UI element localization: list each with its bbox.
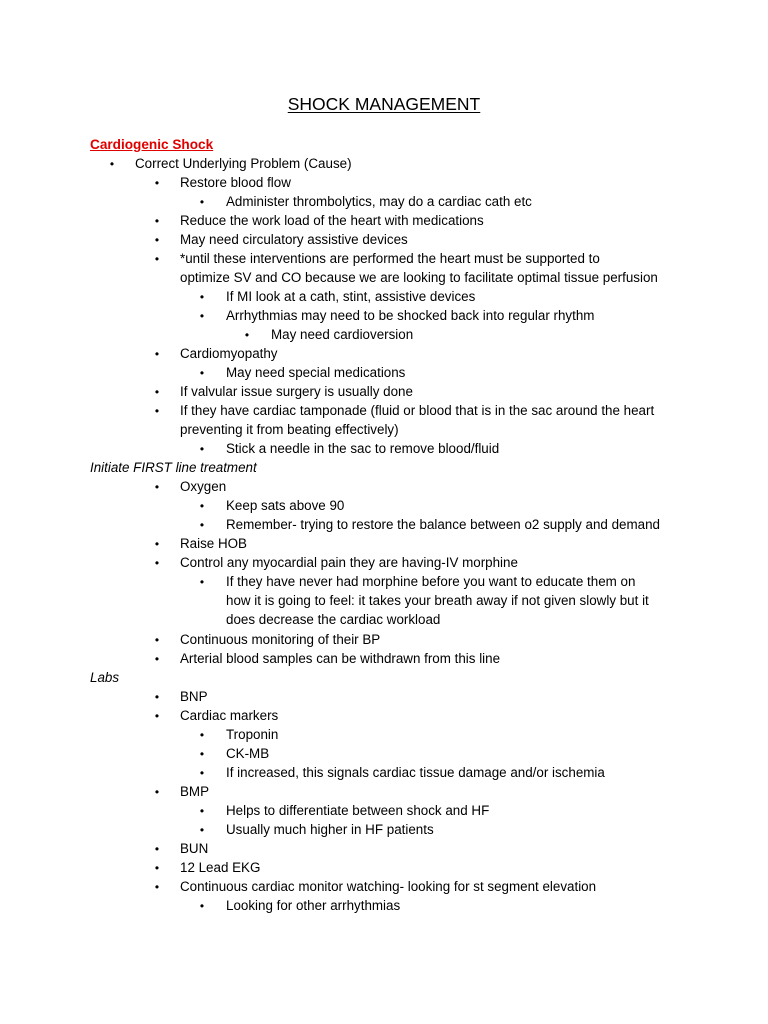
outline-item-text: BMP [180, 783, 210, 799]
outline-item-text: Restore blood flow [180, 175, 291, 191]
outline-item-text: preventing it from beating effectively) [180, 422, 399, 438]
bullet-marker: • [154, 385, 160, 400]
outline-item-text: Reduce the work load of the heart with medications [180, 213, 484, 229]
outline-item-text: BNP [180, 688, 208, 704]
bullet-marker: • [199, 575, 205, 590]
outline-item-text: does decrease the cardiac workload [226, 612, 441, 628]
subsection-heading: Initiate FIRST line treatment [90, 460, 257, 476]
outline-item-text: Arterial blood samples can be withdrawn from this line [180, 650, 501, 666]
bullet-marker: • [154, 708, 160, 723]
bullet-marker: • [199, 803, 205, 818]
outline-item-text: Looking for other arrhythmias [226, 897, 401, 913]
bullet-marker: • [154, 841, 160, 856]
bullet-marker: • [154, 556, 160, 571]
bullet-marker: • [154, 632, 160, 647]
bullet-marker: • [154, 347, 160, 362]
outline-item-text: 12 Lead EKG [180, 859, 261, 875]
outline-item-text: May need special medications [226, 365, 406, 381]
outline-item-text: Administer thrombolytics, may do a cardiac cath etc [226, 194, 532, 210]
bullet-marker: • [154, 233, 160, 248]
outline-item-text: Correct Underlying Problem (Cause) [135, 156, 352, 171]
section-heading: Cardiogenic Shock [90, 137, 214, 152]
outline-item-text: Troponin [226, 726, 279, 742]
bullet-marker: • [199, 442, 205, 457]
bullet-marker: • [154, 537, 160, 552]
bullet-marker: • [154, 404, 160, 419]
bullet-marker: • [199, 518, 205, 533]
bullet-marker: • [199, 195, 205, 210]
outline-item-text: Raise HOB [180, 536, 247, 552]
bullet-marker: • [199, 309, 205, 324]
outline-item-text: Control any myocardial pain they are having-IV morphine [180, 555, 518, 571]
bullet-marker: • [154, 214, 160, 229]
bullet-marker: • [199, 765, 205, 780]
bullet-marker: • [199, 746, 205, 761]
bullet-marker: • [154, 689, 160, 704]
outline-item-text: *until these interventions are performed the heart must be supported to [180, 251, 600, 267]
bullet-marker: • [154, 480, 160, 495]
bullet-marker: • [244, 328, 250, 343]
bullet-marker: • [199, 822, 205, 837]
outline-item-text: If MI look at a cath, stint, assistive devices [226, 289, 476, 305]
outline-item-text: Cardiomyopathy [180, 346, 278, 362]
bullet-marker: • [199, 898, 205, 913]
outline-item-text: If increased, this signals cardiac tissue damage and/or ischemia [226, 764, 605, 780]
bullet-marker: • [199, 366, 205, 381]
outline-item-text: Remember- trying to restore the balance between o2 supply and demand [226, 517, 660, 533]
bullet-marker: • [109, 157, 115, 171]
outline-item-text: If they have cardiac tamponade (fluid or blood that is in the sac around the heart [180, 403, 655, 419]
bullet-marker: • [199, 290, 205, 305]
outline-item-text: Arrhythmias may need to be shocked back into regular rhythm [226, 308, 595, 324]
bullet-marker: • [154, 879, 160, 894]
bullet-marker: • [199, 499, 205, 514]
outline-item-text: Continuous cardiac monitor watching- looking for st segment elevation [180, 878, 597, 894]
outline-item-text: May need cardioversion [271, 327, 414, 343]
outline-item-text: Stick a needle in the sac to remove blood/fluid [226, 441, 500, 457]
outline-item-text: If valvular issue surgery is usually done [180, 384, 413, 400]
document-title: SHOCK MANAGEMENT [287, 94, 481, 114]
bullet-marker: • [154, 784, 160, 799]
bullet-marker: • [199, 727, 205, 742]
bullet-marker: • [154, 252, 160, 267]
outline-item-text: Continuous monitoring of their BP [180, 631, 381, 647]
bullet-marker: • [154, 176, 160, 191]
bullet-marker: • [154, 860, 160, 875]
outline-item-text: optimize SV and CO because we are looking to facilitate optimal tissue perfusion [180, 270, 658, 286]
outline-item-text: Oxygen [180, 479, 227, 495]
outline-item-text: Keep sats above 90 [226, 498, 345, 514]
outline-item-text: Usually much higher in HF patients [226, 821, 434, 837]
outline-item-text: BUN [180, 840, 209, 856]
bullet-marker: • [154, 651, 160, 666]
outline-item-text: If they have never had morphine before you want to educate them on [226, 574, 636, 590]
outline-item-text: Cardiac markers [180, 707, 279, 723]
outline-item-text: CK-MB [226, 745, 270, 761]
outline-item-text: May need circulatory assistive devices [180, 232, 408, 248]
subsection-heading: Labs [90, 669, 120, 685]
outline-item-text: Helps to differentiate between shock and HF [226, 802, 490, 818]
outline-item-text: how it is going to feel: it takes your breath away if not given slowly but it [226, 593, 649, 609]
